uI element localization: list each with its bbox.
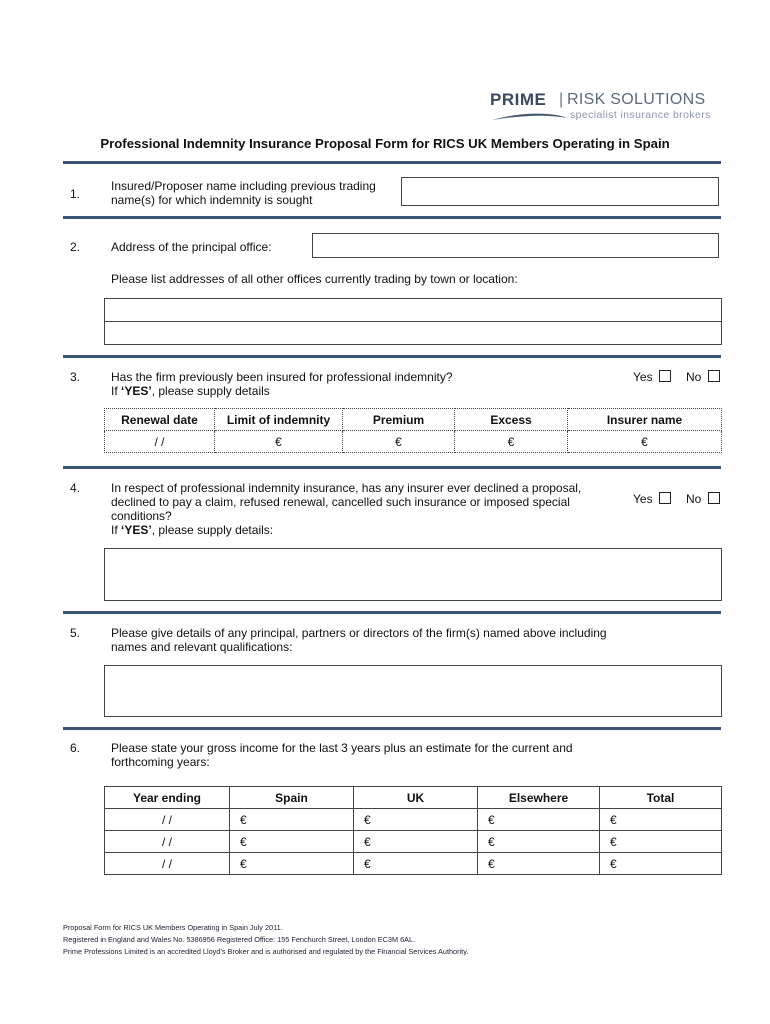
- question-4-text: [111, 481, 621, 537]
- question-4-line-3: conditions?: [111, 509, 172, 523]
- elsewhere-cell[interactable]: €: [478, 853, 600, 875]
- question-3-yes-label: Yes: [633, 370, 653, 384]
- total-cell[interactable]: €: [600, 853, 722, 875]
- other-office-address-field[interactable]: [104, 321, 722, 345]
- footer-line-3: Prime Professions Limited is an accredited Lloyd’s Broker and is authorised and regulated by the Financial Services Authority.: [63, 947, 469, 956]
- question-5-line-2: names and relevant qualifications:: [111, 640, 293, 654]
- previous-insurance-table: [104, 408, 722, 453]
- col-renewal-date: Renewal date: [105, 409, 215, 431]
- section-divider: [63, 611, 721, 614]
- other-office-address-field[interactable]: [104, 298, 722, 322]
- gross-income-table: [104, 786, 722, 875]
- col-premium: Premium: [343, 409, 455, 431]
- question-4-no-checkbox[interactable]: [708, 492, 720, 504]
- question-4-if: If: [111, 523, 122, 537]
- col-insurer-name: Insurer name: [568, 409, 722, 431]
- question-3-text: [111, 370, 453, 398]
- col-year-ending: Year ending: [105, 787, 230, 809]
- col-limit-of-indemnity: Limit of indemnity: [215, 409, 343, 431]
- table-row: [105, 431, 722, 453]
- spain-cell[interactable]: €: [230, 809, 354, 831]
- insured-name-field[interactable]: [401, 177, 719, 206]
- declined-details-field[interactable]: [104, 548, 722, 601]
- question-4-details: , please supply details:: [151, 523, 274, 537]
- question-6-number: 6.: [70, 741, 81, 755]
- uk-cell[interactable]: €: [354, 809, 478, 831]
- question-3-no-label: No: [686, 370, 702, 384]
- uk-cell[interactable]: €: [354, 853, 478, 875]
- page-title: Professional Indemnity Insurance Proposal Form for RICS UK Members Operating in Spain: [100, 136, 670, 151]
- question-6-line-1: Please state your gross income for the last 3 years plus an estimate for the current and: [111, 741, 573, 755]
- table-header-row: [105, 787, 722, 809]
- question-1-number: 1.: [70, 187, 81, 201]
- section-divider: [63, 161, 721, 164]
- excess-cell[interactable]: €: [455, 431, 568, 453]
- col-uk: UK: [354, 787, 478, 809]
- question-1-line-1: Insured/Proposer name including previous trading: [111, 179, 376, 193]
- col-total: Total: [600, 787, 722, 809]
- limit-of-indemnity-cell[interactable]: €: [215, 431, 343, 453]
- question-4-line-4: [111, 523, 621, 537]
- footer-line-2: Registered in England and Wales No. 5386956 Registered Office: 155 Fenchurch Street, London EC3M 6AL.: [63, 935, 416, 944]
- question-3-line-1: Has the firm previously been insured for professional indemnity?: [111, 370, 453, 384]
- year-ending-cell[interactable]: / /: [105, 809, 230, 831]
- section-divider: [63, 355, 721, 358]
- table-header-row: [105, 409, 722, 431]
- logo-swoosh-icon: [490, 110, 570, 122]
- question-3-number: 3.: [70, 370, 81, 384]
- question-4-yes-emphasis: ‘YES’: [121, 523, 152, 537]
- logo-prime-text: PRIME: [490, 90, 547, 109]
- page-footer: [63, 922, 468, 958]
- table-row: [105, 853, 722, 875]
- question-4-line-1: In respect of professional indemnity insurance, has any insurer ever declined a proposal,: [111, 481, 582, 495]
- question-4-line-2: declined to pay a claim, refused renewal, cancelled such insurance or imposed special: [111, 495, 570, 509]
- question-5-text: [111, 626, 607, 654]
- question-3-line-2: [111, 384, 453, 398]
- question-4-number: 4.: [70, 481, 81, 495]
- question-3-yes-checkbox[interactable]: [659, 370, 671, 382]
- question-5-number: 5.: [70, 626, 81, 640]
- question-3-yes-emphasis: ‘YES’: [121, 384, 152, 398]
- year-ending-cell[interactable]: / /: [105, 853, 230, 875]
- logo-tagline: specialist insurance brokers: [570, 109, 711, 121]
- total-cell[interactable]: €: [600, 809, 722, 831]
- table-row: [105, 831, 722, 853]
- question-4-yes-checkbox[interactable]: [659, 492, 671, 504]
- other-offices-text: Please list addresses of all other offices currently trading by town or location:: [111, 272, 518, 286]
- logo-risk-solutions-text: RISK SOLUTIONS: [567, 91, 706, 108]
- question-2-text: Address of the principal office:: [111, 240, 272, 254]
- principals-details-field[interactable]: [104, 665, 722, 717]
- insurer-name-cell[interactable]: €: [568, 431, 722, 453]
- renewal-date-cell[interactable]: / /: [105, 431, 215, 453]
- table-row: [105, 809, 722, 831]
- question-2-number: 2.: [70, 240, 81, 254]
- total-cell[interactable]: €: [600, 831, 722, 853]
- logo-separator: |: [559, 91, 564, 108]
- footer-line-1: Proposal Form for RICS UK Members Operating in Spain July 2011.: [63, 923, 283, 932]
- principal-office-address-field[interactable]: [312, 233, 719, 258]
- elsewhere-cell[interactable]: €: [478, 831, 600, 853]
- question-1-line-2: name(s) for which indemnity is sought: [111, 193, 313, 207]
- elsewhere-cell[interactable]: €: [478, 809, 600, 831]
- question-6-line-2: forthcoming years:: [111, 755, 210, 769]
- col-elsewhere: Elsewhere: [478, 787, 600, 809]
- section-divider: [63, 466, 721, 469]
- question-1-text: [111, 179, 376, 207]
- spain-cell[interactable]: €: [230, 853, 354, 875]
- uk-cell[interactable]: €: [354, 831, 478, 853]
- company-logo: [490, 90, 720, 130]
- section-divider: [63, 727, 721, 730]
- question-4-no-label: No: [686, 492, 702, 506]
- col-spain: Spain: [230, 787, 354, 809]
- question-6-text: [111, 741, 573, 769]
- spain-cell[interactable]: €: [230, 831, 354, 853]
- premium-cell[interactable]: €: [343, 431, 455, 453]
- question-3-if: If: [111, 384, 122, 398]
- question-5-line-1: Please give details of any principal, partners or directors of the firm(s) named above including: [111, 626, 607, 640]
- year-ending-cell[interactable]: / /: [105, 831, 230, 853]
- section-divider: [63, 216, 721, 219]
- question-3-no-checkbox[interactable]: [708, 370, 720, 382]
- question-4-yes-label: Yes: [633, 492, 653, 506]
- col-excess: Excess: [455, 409, 568, 431]
- question-3-details: , please supply details: [151, 384, 270, 398]
